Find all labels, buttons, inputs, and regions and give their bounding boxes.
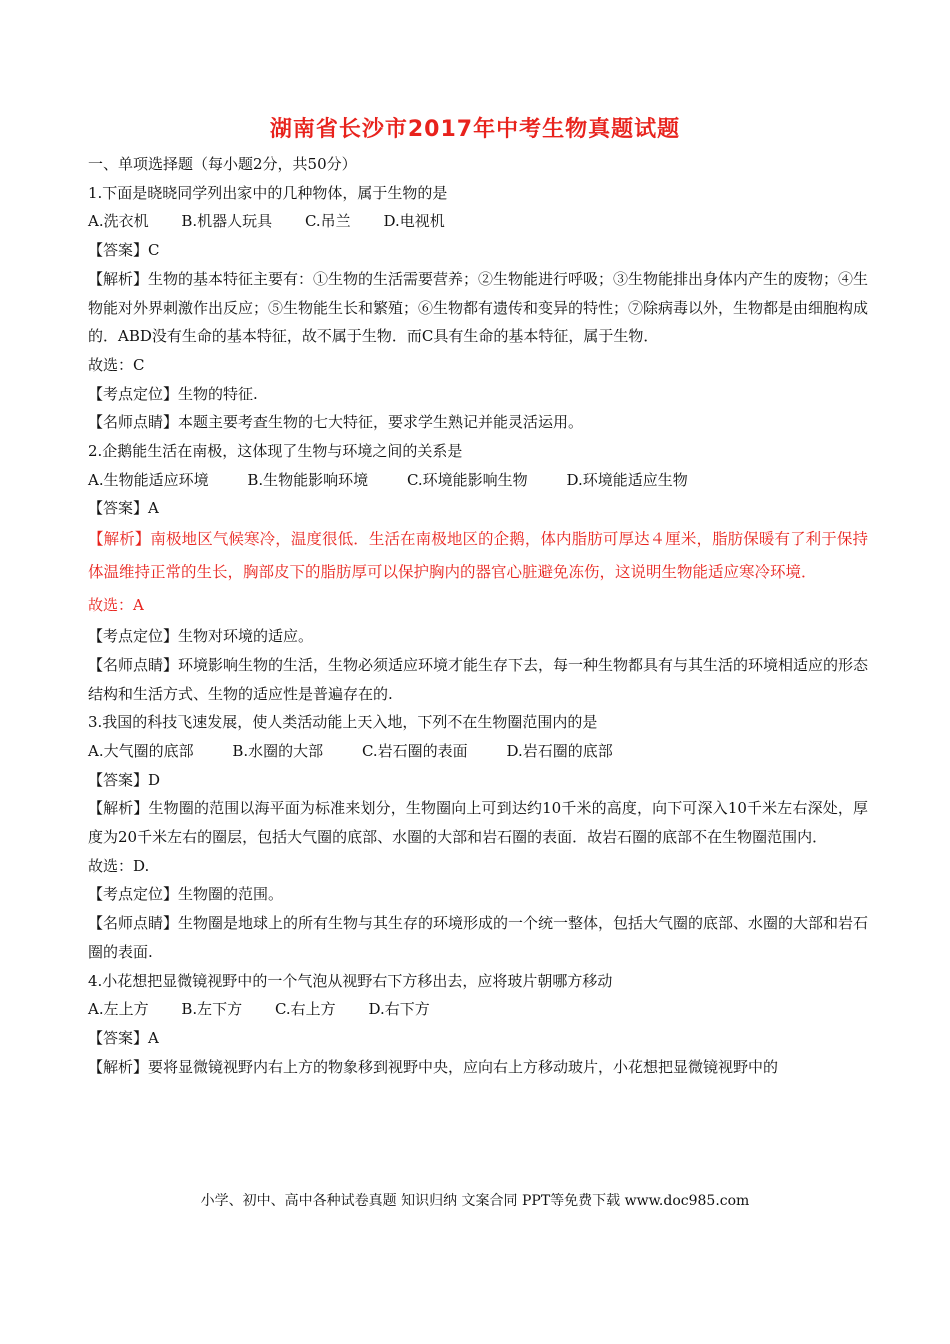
option-b: B.机器人玩具 (181, 212, 273, 231)
question-3-options (88, 737, 868, 766)
point-2: 【考点定位】生物对环境的适应。 (88, 627, 314, 646)
choice-2: 故选：A (88, 596, 144, 615)
choice-3: 故选：D. (88, 856, 150, 875)
analysis-4: 【解析】要将显微镜视野内右上方的物象移到视野中央，应向右上方移动玻片，小花想把显微镜视野中的 (88, 1057, 779, 1076)
analysis-2: 【解析】南极地区气候寒冷，温度很低．生活在南极地区的企鹅，体内脂肪可厚达４厘米，脂肪保暖有了利于保持体温维持正常的生长，胸部皮下的脂肪厚可以保护胸内的器官心脏避免冻伤，这说明生物能适应寒冷环境． (88, 530, 868, 582)
option-a: A.生物能适应环境 (88, 470, 209, 489)
question-3: 3.我国的科技飞速发展，使人类活动能上天入地，下列不在生物圈范围内的是 (88, 713, 598, 732)
page-footer: 小学、初中、高中各种试卷真题 知识归纳 文案合同 PPT等免费下载 www.doc985.com (200, 1193, 750, 1209)
option-d: D.环境能适应生物 (566, 470, 688, 489)
answer-3: 【答案】D (88, 770, 161, 789)
point-1: 【考点定位】生物的特征. (88, 384, 258, 403)
option-c: C.环境能影响生物 (406, 470, 528, 489)
option-d: D.右下方 (368, 1000, 430, 1019)
option-a: A.左上方 (88, 1000, 149, 1019)
option-b: B.生物能影响环境 (247, 470, 369, 489)
document-body (88, 150, 868, 1081)
tip-3: 【名师点睛】生物圈是地球上的所有生物与其生存的环境形成的一个统一整体，包括大气圈的底部、水圈的大部和岩石圈的表面. (88, 914, 869, 961)
option-d: D.岩石圈的底部 (506, 741, 613, 760)
section-heading: 一、单项选择题（每小题2分，共50分） (88, 155, 357, 173)
tip-2: 【名师点睛】环境影响生物的生活，生物必须适应环境才能生存下去，每一种生物都具有与其生活的环境相适应的形态结构和生活方式、生物的适应性是普遍存在的. (88, 655, 869, 703)
answer-4: 【答案】A (88, 1028, 159, 1047)
answer-1: 【答案】C (88, 241, 160, 260)
question-4: 4.小花想把显微镜视野中的一个气泡从视野右下方移出去，应将玻片朝哪方移动 (88, 971, 613, 990)
option-a: A.大气圈的底部 (88, 741, 194, 760)
option-c: C.吊兰 (304, 212, 351, 231)
point-3: 【考点定位】生物圈的范围。 (88, 885, 284, 904)
question-2-options (88, 466, 868, 495)
option-c: C.岩石圈的表面 (361, 741, 468, 760)
option-b: B.水圈的大部 (232, 741, 324, 760)
option-b: B.左下方 (181, 1000, 243, 1019)
tip-1: 【名师点睛】本题主要考查生物的七大特征，要求学生熟记并能灵活运用。 (88, 413, 584, 432)
analysis-3: 【解析】生物圈的范围以海平面为标准来划分，生物圈向上可到达约10千米的高度，向下可深入10千米左右深处，厚度为20千米左右的圈层，包括大气圈的底部、水圈的大部和岩石圈的表面．故岩石圈的底部不在生物圈范围内． (88, 799, 868, 847)
option-c: C.右上方 (274, 1000, 336, 1019)
question-4-options (88, 995, 868, 1024)
question-1: 1.下面是晓晓同学列出家中的几种物体，属于生物的是 (88, 183, 448, 202)
question-2: 2.企鹅能生活在南极，这体现了生物与环境之间的关系是 (88, 442, 463, 461)
answer-2: 【答案】A (88, 499, 159, 518)
question-1-options (88, 207, 868, 236)
option-a: A.洗衣机 (88, 212, 149, 231)
option-d: D.电视机 (383, 212, 445, 231)
choice-1: 故选：C (88, 355, 145, 374)
analysis-1: 【解析】生物的基本特征主要有：①生物的生活需要营养；②生物能进行呼吸；③生物能排出身体内产生的废物；④生物能对外界刺激作出反应；⑤生物能生长和繁殖；⑥生物都有遗传和变异的特性；⑦除病毒以外，生物都是由细胞构成的．ABD没有生命的基本特征，故不属于生物．而C具有生命的基本特征，属于生物． (88, 269, 869, 346)
page-title: 湖南省长沙市2017年中考生物真题试题 (269, 117, 681, 142)
